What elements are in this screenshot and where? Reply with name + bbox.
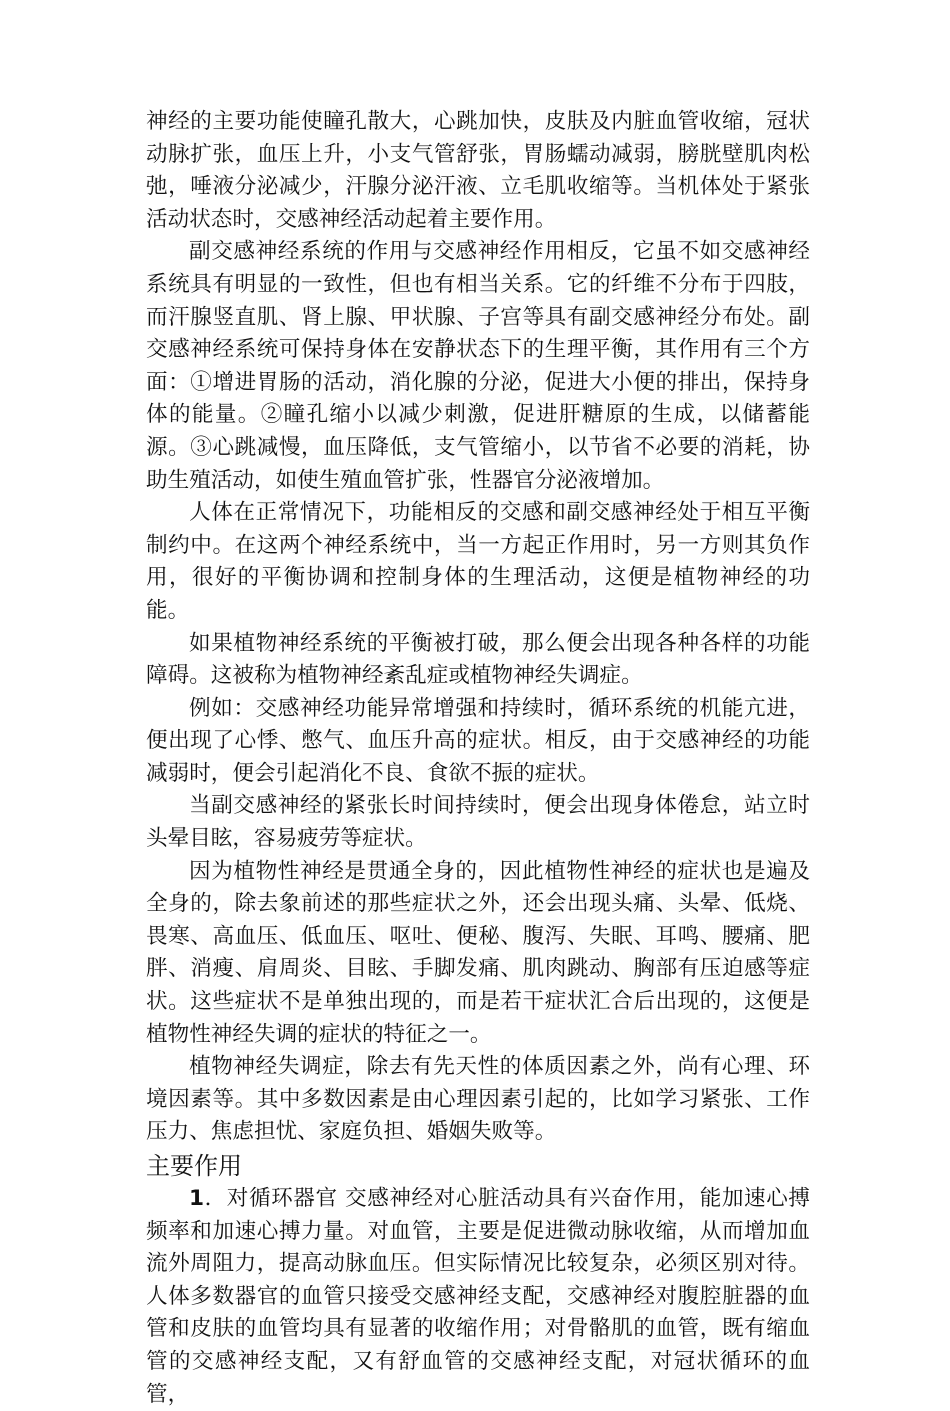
paragraph-5: 例如：交感神经功能异常增强和持续时，循环系统的机能亢进，便出现了心悸、憋气、血压升高的症状。相反，由于交感神经的功能减弱时，便会引起消化不良、食欲不振的症状。 (146, 695, 810, 786)
section-heading: 主要作用 (146, 1152, 242, 1180)
paragraph-4: 如果植物神经系统的平衡被打破，那么便会出现各种各样的功能障碍。这被称为植物神经紊乱症或植物神经失调症。 (146, 630, 810, 689)
paragraph-1: 神经的主要功能使瞳孔散大，心跳加快，皮肤及内脏血管收缩，冠状动脉扩张，血压上升，小支气管舒张，胃肠蠕动减弱，膀胱壁肌肉松弛，唾液分泌减少，汗腺分泌汗液、立毛肌收缩等。当机体处于紧张活动状态时，交感神经活动起着主要作用。 (146, 109, 810, 232)
document-page (146, 106, 810, 1411)
paragraph-8: 植物神经失调症，除去有先天性的体质因素之外，尚有心理、环境因素等。其中多数因素是由心理因素引起的，比如学习紧张、工作压力、焦虑担忧、家庭负担、婚姻失败等。 (146, 1054, 810, 1145)
paragraph-7: 因为植物性神经是贯通全身的，因此植物性神经的症状也是遍及全身的，除去象前述的那些症状之外，还会出现头痛、头晕、低烧、畏寒、高血压、低血压、呕吐、便秘、腹泻、失眠、耳鸣、腰痛、肥胖、消瘦、肩周炎、目眩、手脚发痛、肌肉跳动、胸部有压迫感等症状。这些症状不是单独出现的，而是若干症状汇合后出现的，这便是植物性神经失调的症状的特征之一。 (146, 858, 810, 1047)
paragraph-2: 副交感神经系统的作用与交感神经作用相反，它虽不如交感神经系统具有明显的一致性，但也有相当关系。它的纤维不分布于四肢，而汗腺竖直肌、肾上腺、甲状腺、子宫等具有副交感神经分布处。副交感神经系统可保持身体在安静状态下的生理平衡，其作用有三个方面：①增进胃肠的活动，消化腺的分泌，促进大小便的排出，保持身体的能量。②瞳孔缩小以减少刺激，促进肝糖原的生成，以储蓄能源。③心跳减慢，血压降低，支气管缩小，以节省不必要的消耗，协助生殖活动，如使生殖血管扩张，性器官分泌液增加。 (146, 239, 810, 493)
paragraph-3: 人体在正常情况下，功能相反的交感和副交感神经处于相互平衡制约中。在这两个神经系统中，当一方起正作用时，另一方则其负作用，很好的平衡协调和控制身体的生理活动，这便是植物神经的功能。 (146, 500, 810, 623)
item-number: 1 (189, 1186, 205, 1211)
section-paragraph-text: ．对循环器官 交感神经对心脏活动具有兴奋作用，能加速心搏频率和加速心搏力量。对血管，主要是促进微动脉收缩，从而增加血流外周阻力，提高动脉血压。但实际情况比较复杂，必须区别对待。人体多数器官的血管只接受交感神经支配，交感神经对腹腔脏器的血管和皮肤的血管均具有显著的收缩作用；对骨骼肌的血管，既有缩血管的交感神经支配，又有舒血管的交感神经支配，对冠状循环的血管， (146, 1186, 810, 1407)
paragraph-6: 当副交感神经的紧张长时间持续时，便会出现身体倦怠，站立时头晕目眩，容易疲劳等症状。 (146, 793, 810, 852)
section-paragraph-1 (146, 1183, 810, 1411)
